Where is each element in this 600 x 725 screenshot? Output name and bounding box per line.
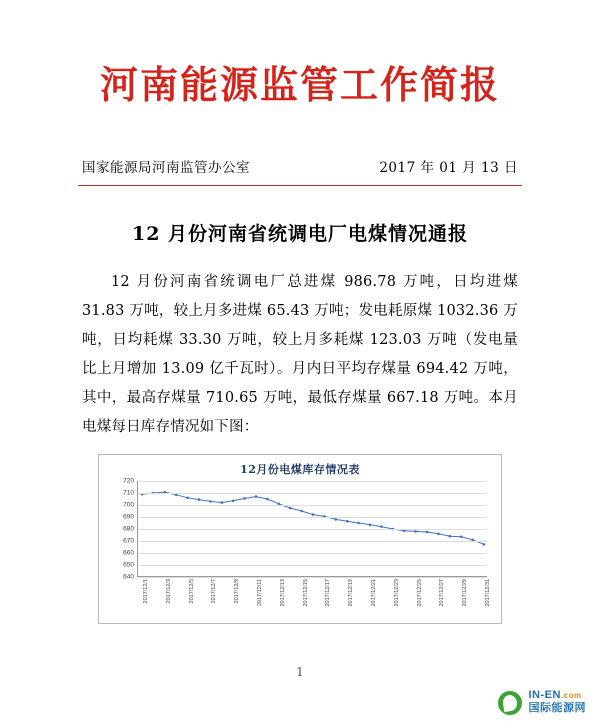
chart-x-tick-labels [137,578,491,623]
issuer-label: 国家能源局河南监管办公室 [82,159,250,176]
chart-y-tick-label: 680 [123,525,134,533]
chart-y-tick-label: 710 [123,489,134,497]
watermark-brand-name: IN-EN [528,689,561,702]
coal-stock-chart [98,454,502,624]
chart-y-tick-label: 660 [123,549,134,557]
chart-x-tick-label: 2017/12/31 [485,578,491,607]
chart-x-tick-label: 2017/12/11 [257,578,263,606]
header-divider [78,185,522,186]
chart-plot-area [99,477,503,625]
chart-y-tick-label: 640 [123,573,134,581]
chart-y-tick-label: 720 [123,477,134,485]
body-paragraph: 12 月份河南省统调电厂总进煤 986.78 万吨，日均进煤 31.83 万吨，较上月多进煤 65.43 万吨；发电耗原煤 1032.36 万吨，日均耗煤 33.30 万吨，较上月多耗煤 123.03 万吨（发电量比上月增加 13.09 亿千瓦时）。月内日平均存煤量 694.42 万吨，其中，最高存煤量 710.65 万吨，最低存煤量 667.18 万吨。本月电煤每日库存情况如下图： [82,273,518,435]
chart-gridline [138,553,487,554]
chart-gridline [138,529,487,530]
chart-x-tick-label: 2017/12/19 [348,578,355,607]
watermark [494,687,587,717]
chart-x-tick-label: 2017/12/7 [211,578,218,604]
chart-x-tick-label: 2017/12/3 [165,578,172,604]
page-number: 1 [296,665,304,679]
chart-x-tick-label: 2017/12/1 [143,578,149,604]
leaf-icon [494,687,524,717]
chart-x-tick-label: 2017/12/9 [234,578,241,604]
chart-gridline [138,517,487,518]
watermark-brand-cn: 国际能源网 [528,701,586,714]
chart-gridline [138,493,487,494]
masthead-title: 河南能源监管工作简报 [99,62,500,107]
page-title: 12 月份河南省统调电厂电煤情况通报 [131,222,469,245]
document-meta [60,156,540,176]
chart-x-tick-label: 2017/12/27 [439,578,446,607]
chart-x-tick-label: 2017/12/13 [279,578,286,607]
watermark-domain-suffix: .com [560,691,582,701]
chart-gridline [138,577,487,578]
chart-y-tick-label: 670 [123,537,134,545]
chart-x-tick-label: 2017/12/29 [462,578,469,607]
chart-x-tick-label: 2017/12/25 [416,578,423,607]
chart-gridline [138,565,487,566]
chart-y-tick-label: 690 [123,513,134,521]
chart-gridline [138,481,487,482]
chart-x-tick-label: 2017/12/23 [393,578,400,607]
chart-y-tick-label: 700 [123,501,134,509]
chart-axes [123,477,487,581]
chart-x-tick-label: 2017/12/5 [188,578,195,604]
watermark-text [529,690,587,713]
chart-x-tick-label: 2017/12/21 [371,578,377,607]
chart-x-tick-label: 2017/12/17 [325,578,332,607]
chart-y-tick-label: 650 [123,561,134,569]
chart-gridline [138,541,487,542]
chart-x-tick-label: 2017/12/15 [302,578,309,607]
issue-date: 2017 年 01 月 13 日 [379,159,518,176]
chart-title: 12月份电煤库存情况表 [240,462,360,476]
chart-gridline [138,505,487,506]
